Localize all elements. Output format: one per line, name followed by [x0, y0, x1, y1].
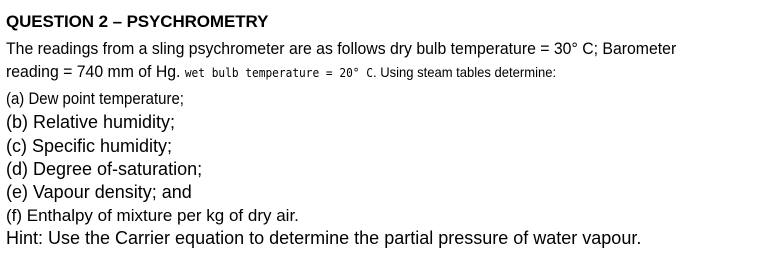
item-f-enthalpy: (f) Enthalpy of mixture per kg of dry air.: [6, 206, 299, 225]
hint-text: Hint: Use the Carrier equation to determine the partial pressure of water vapour.: [6, 228, 642, 248]
intro-line-1: The readings from a sling psychrometer are as follows dry bulb temperature = 30° C; Barometer: [6, 39, 677, 58]
item-b-relative-humidity: (b) Relative humidity;: [6, 112, 176, 132]
item-c-specific-humidity: (c) Specific humidity;: [6, 136, 173, 156]
question-heading: QUESTION 2 – PSYCHROMETRY: [6, 12, 269, 31]
barometer-reading-text: reading = 740 mm of Hg.: [6, 62, 185, 81]
item-d-degree-of-saturation: (d) Degree of-saturation;: [6, 159, 203, 179]
intro-line-2: [6, 60, 676, 85]
wet-bulb-text: wet bulb temperature = 20° C: [184, 66, 373, 80]
item-a-dew-point: (a) Dew point temperature;: [6, 89, 184, 108]
question-intro: [6, 37, 676, 85]
steam-tables-text: . Using steam tables determine:: [372, 64, 557, 80]
item-e-vapour-density: (e) Vapour density; and: [6, 182, 192, 202]
